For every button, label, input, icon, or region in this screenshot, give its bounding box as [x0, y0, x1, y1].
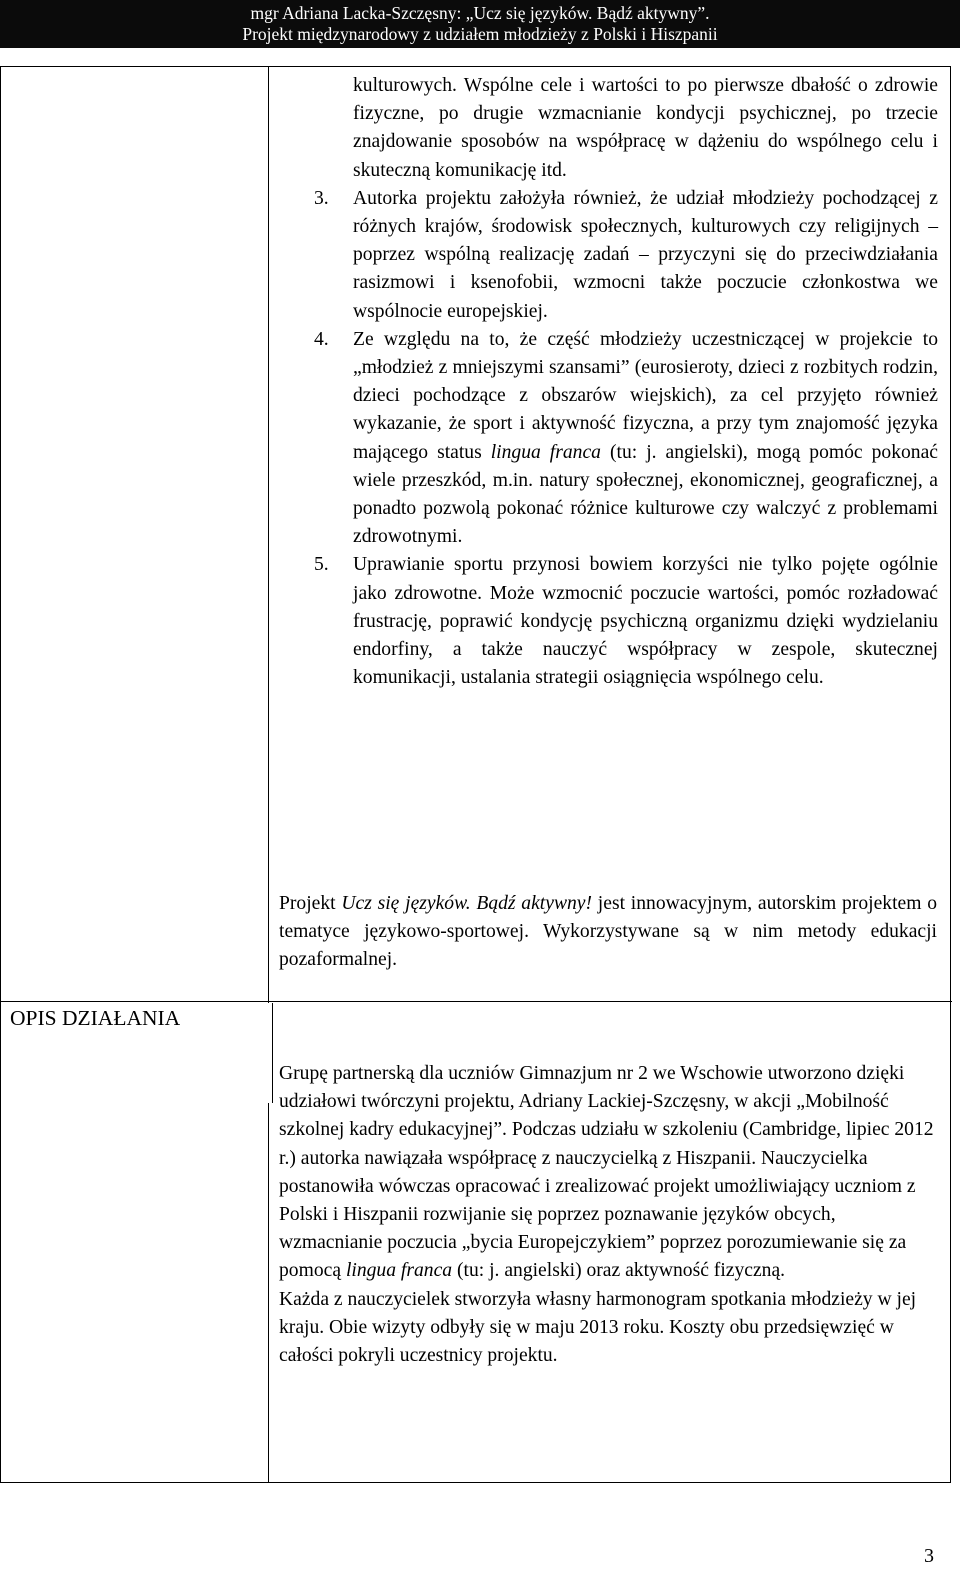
list-item-text: [353, 326, 938, 552]
list-item-text: Autorka projektu założyła również, że udział młodzieży pochodzącej z różnych krajów, środowisk społecznych, kulturowych czy religijnych – poprzez wspólną realizację zadań – przyczyni się do przeciwdziałania rasizmowi i ksenofobii, wzmocni także poczucie członkostwa we wspólnocie europejskiej.: [353, 187, 938, 322]
page-header: [0, 0, 960, 48]
list-item: [314, 326, 938, 552]
list-item-text-part: Ze względu na to, że część młodzieży uczestniczącej w projekcie to „młodzież z mniejszymi szansami” (eurosieroty, dzieci z rozbitych rodzin, dzieci pochodzące z obszarów wiejskich), za cel przyjęto również wykazanie, że sport i aktywność fizyczna, a przy tym znajomość języka mającego status: [353, 328, 938, 463]
list-item-number: 4.: [314, 328, 329, 350]
summary-lead: Projekt: [279, 893, 342, 914]
list-item-number: 3.: [314, 187, 329, 209]
list-item: [314, 551, 938, 692]
list-continuation: kulturowych. Wspólne cele i wartości to po pierwsze dbałość o zdrowie fizyczne, po drugie wzmacnianie kondycji psychicznej, po trzecie znajdowanie sposobów na współpracę w dążeniu do wspólnego celu i skuteczną komunikację itd.: [353, 75, 938, 181]
header-line-2: Projekt międzynarodowy z udziałem młodzieży z Polski i Hiszpanii: [242, 24, 718, 44]
activity-description: [279, 1060, 937, 1370]
description-italic: lingua franca: [345, 1260, 453, 1282]
goals-list: [314, 72, 938, 692]
list-item-text-part: (tu: j. angielski), mogą pomóc pokonać wiele przeszkód, m.in. natury społecznej, ekonomicznej, geograficznej, a ponadto pozwolą pokonać różnice kulturowe czy walczyć z problemami zdrowotnymi.: [353, 441, 938, 548]
column-divider: [268, 67, 269, 1482]
page-number: 3: [924, 1545, 934, 1567]
list-item-text: Uprawianie sportu przynosi bowiem korzyści nie tylko pojęte ogólnie jako zdrowotne. Może wzmocnić poczucie wartości, pomóc rozładować frustrację, poprawić kondycję psychiczną organizmu dzięki wydzielaniu endorfiny, a także nauczyć współpracy w zespole, skutecznej komunikacji, ustalania strategii osiągnięcia wspólnego celu.: [353, 554, 938, 689]
project-title: Ucz się języków. Bądź aktywny!: [341, 893, 593, 914]
column-divider-offset: [272, 1003, 273, 1103]
project-summary: [279, 890, 937, 975]
description-text: Każda z nauczycielek stworzyła własny harmonogram spotkania młodzieży w jej kraju. Obie wizyty odbyły się w maju 2013 roku. Koszty obu przedsięwzięć w całości pokryli uczestnicy projektu.: [279, 1288, 917, 1367]
list-item: [314, 185, 938, 326]
list-item-italic: lingua franca: [490, 441, 601, 463]
row-divider: [1, 1001, 952, 1002]
list-item-number: 5.: [314, 554, 329, 576]
description-text: Grupę partnerską dla uczniów Gimnazjum nr 2 we Wschowie utworzono dzięki udziałowi twórczyni projektu, Adriany Lackiej-Szczęsny, w akcji „Mobilność szkolnej kadry edukacyjnej”. Podczas udziału w szkoleniu (Cambridge, lipiec 2012 r.) autorka nawiązała współpracę z nauczycielką z Hiszpanii. Nauczycielka postanowiła wówczas opracować i zrealizować projekt umożliwiający uczniom z Polski i Hiszpanii rozwijanie się poprzez poznawanie języków obcych, wzmacnianie poczucia „bycia Europejczykiem” poprzez porozumiewanie się za pomocą: [279, 1063, 934, 1282]
section-label: OPIS DZIAŁANIA: [10, 1006, 181, 1030]
description-text: (tu: j. angielski) oraz aktywność fizyczną.: [452, 1260, 786, 1282]
header-line-1: mgr Adriana Lacka-Szczęsny: „Ucz się języków. Bądź aktywny”.: [250, 3, 710, 23]
summary-rest: jest innowacyjnym, autorskim projektem o tematyce językowo-sportowej. Wykorzystywane są w nim metody edukacji pozaformalnej.: [279, 893, 938, 971]
